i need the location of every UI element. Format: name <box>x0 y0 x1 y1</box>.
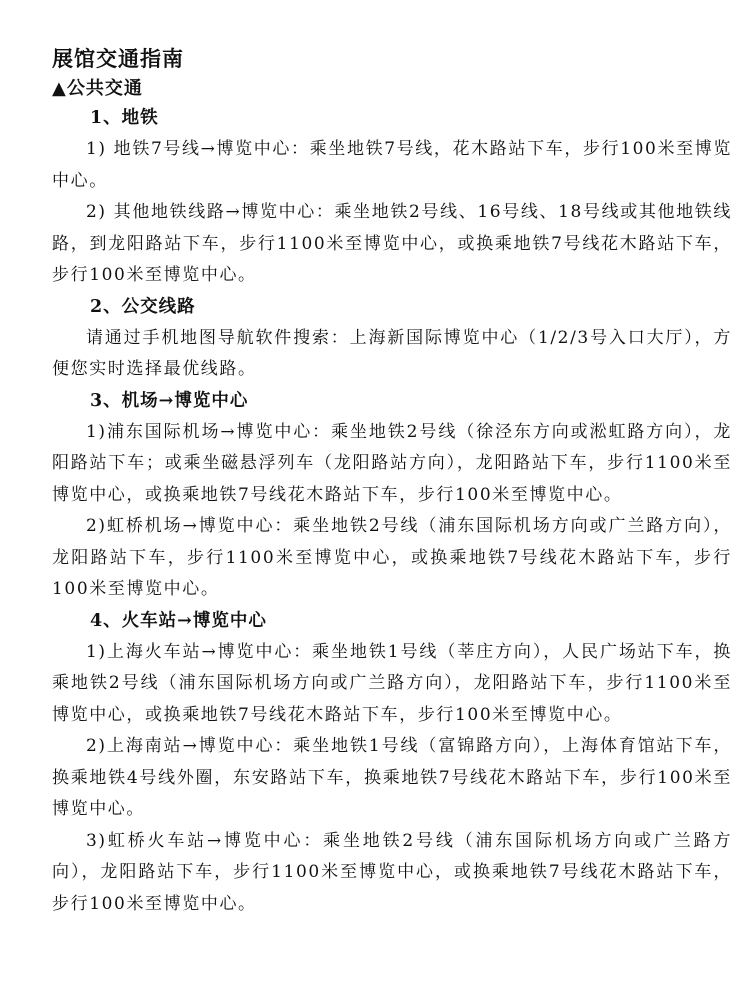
section-airport <box>52 386 732 606</box>
paragraph-train-hongqiao: 3)虹桥火车站→博览中心：乘坐地铁2号线（浦东国际机场方向或广兰路方向），龙阳路站下车，步行1100米至博览中心，或换乘地铁7号线花木路站下车，步行100米至博览中心。 <box>52 830 732 914</box>
page-title: 展馆交通指南 <box>52 46 184 71</box>
paragraph-metro-other: 2) 其他地铁线路→博览中心：乘坐地铁2号线、16号线、18号线或其他地铁线路，到龙阳路站下车，步行1100米至博览中心，或换乘地铁7号线花木路站下车，步行100米至博览中心。 <box>52 202 732 285</box>
section-bus <box>52 292 732 386</box>
paragraph-metro-line7: 1) 地铁7号线→博览中心：乘坐地铁7号线，花木路站下车，步行100米至博览中心。 <box>52 139 732 191</box>
section-metro <box>52 103 732 292</box>
document-body <box>52 44 732 920</box>
paragraph-train-shanghai: 1)上海火车站→博览中心：乘坐地铁1号线（莘庄方向），人民广场站下车，换乘地铁2号线（浦东国际机场方向或广兰路方向），龙阳路站下车，步行1100米至博览中心，或换乘地铁7号线花木路站下车，步行100米至博览中心。 <box>52 641 732 725</box>
paragraph-train-south: 2)上海南站→博览中心：乘坐地铁1号线（富锦路方向），上海体育馆站下车，换乘地铁4号线外圈，东安路站下车，换乘地铁7号线花木路站下车，步行100米至博览中心。 <box>52 736 732 819</box>
section-train <box>52 606 732 921</box>
section-heading-train: 4、火车站→博览中心 <box>90 610 267 631</box>
section-heading-metro: 1、地铁 <box>90 108 159 128</box>
paragraph-bus: 请通过手机地图导航软件搜索：上海新国际博览中心（1/2/3号入口大厅），方便您实时选择最优线路。 <box>52 327 732 379</box>
paragraph-airport-hongqiao: 2)虹桥机场→博览中心：乘坐地铁2号线（浦东国际机场方向或广兰路方向），龙阳路站下车，步行1100米至博览中心，或换乘地铁7号线花木路站下车，步行100米至博览中心。 <box>52 516 732 599</box>
paragraph-airport-pudong: 1)浦东国际机场→博览中心：乘坐地铁2号线（徐泾东方向或淞虹路方向），龙阳路站下车；或乘坐磁悬浮列车（龙阳路站方向），龙阳路站下车，步行1100米至博览中心，或换乘地铁7号线花木路站下车，步行100米至博览中心。 <box>52 421 732 505</box>
section-heading-airport: 3、机场→博览中心 <box>90 390 249 411</box>
section-heading-bus: 2、公交线路 <box>90 296 196 317</box>
public-transport-label: ▲公共交通 <box>52 78 143 99</box>
